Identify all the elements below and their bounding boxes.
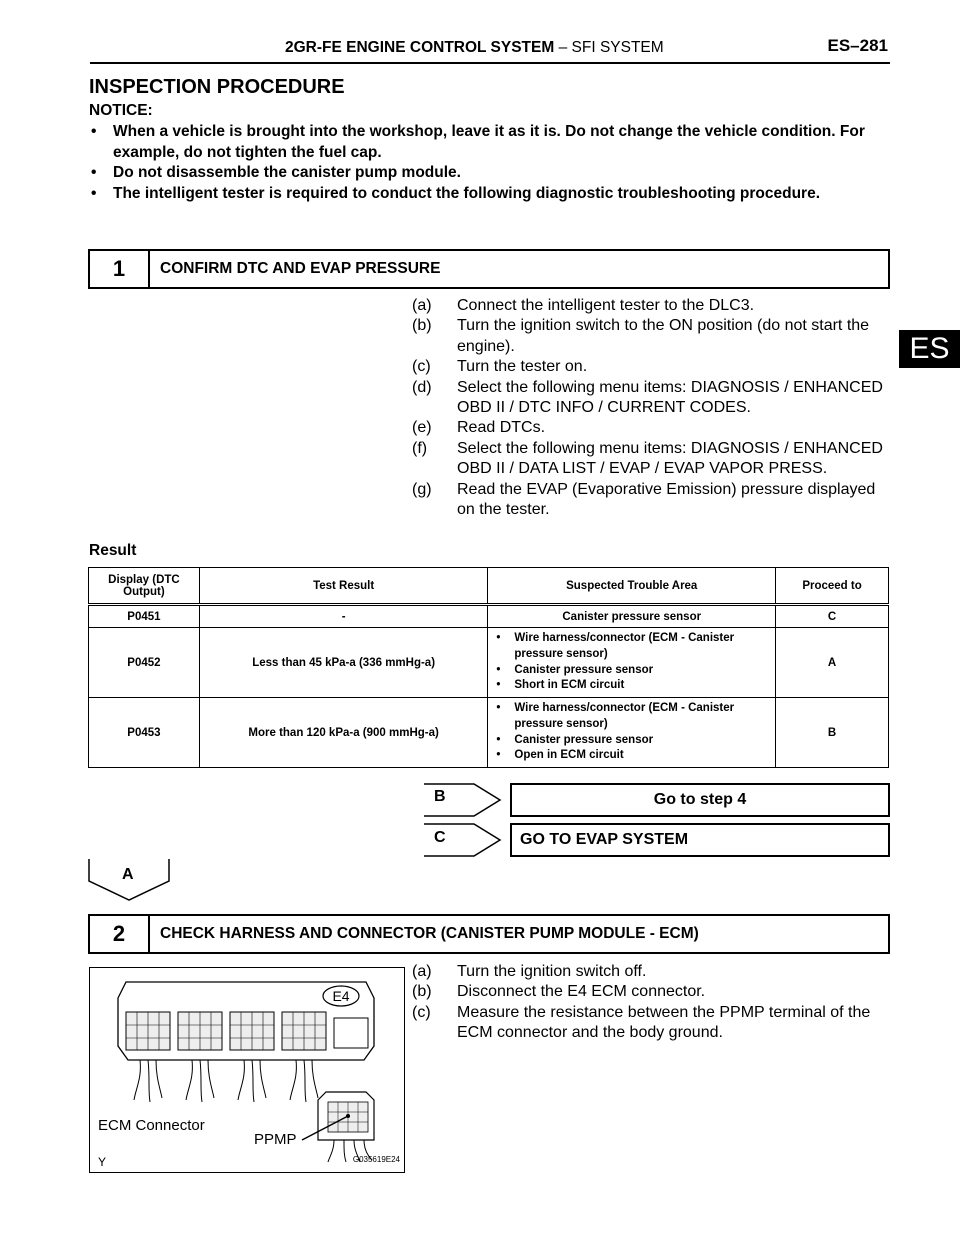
instruction-item: (d) Select the following menu items: DIAGNOSIS / ENHANCED OBD II / DTC INFO / CURRENT CODES. <box>412 378 883 417</box>
notice-item: • The intelligent tester is required to conduct the following diagnostic troubleshooting procedure. <box>89 184 879 205</box>
test-result-cell: Less than 45 kPa-a (336 mmHg-a) <box>199 628 488 698</box>
step-2-header <box>88 914 890 954</box>
proceed-cell: A <box>776 628 889 698</box>
instruction-item: (b) Turn the ignition switch to the ON position (do not start the engine). <box>412 317 870 355</box>
branch-b-code: B <box>434 788 446 805</box>
figure-code: G035619E24 <box>352 1155 400 1164</box>
notice-item: • Do not disassemble the canister pump module. <box>89 163 879 184</box>
column-header: Suspected Trouble Area <box>488 568 776 605</box>
connector-id-label: E4 <box>332 988 350 1004</box>
trouble-area-item: • Canister pressure sensor <box>494 663 769 679</box>
step-2-title: CHECK HARNESS AND CONNECTOR (CANISTER PUMP MODULE - ECM) <box>160 925 699 942</box>
branch-a-code: A <box>122 866 134 883</box>
branch-c-action: GO TO EVAP SYSTEM <box>510 823 890 857</box>
branch-b-action: Go to step 4 <box>510 783 890 817</box>
step-1-number: 1 <box>90 251 150 287</box>
step-2-instructions <box>412 962 892 1044</box>
trouble-area-item: • Wire harness/connector (ECM - Canister pressure sensor) <box>494 701 769 732</box>
table-row <box>89 698 889 768</box>
trouble-area-item: • Wire harness/connector (ECM - Canister pressure sensor) <box>494 631 769 662</box>
section-title: INSPECTION PROCEDURE <box>89 76 345 98</box>
ppmp-terminal-label: PPMP <box>254 1131 297 1148</box>
result-table <box>88 567 889 768</box>
instruction-item: (c) Turn the tester on. <box>412 358 588 376</box>
branch-c-code: C <box>434 829 446 846</box>
instruction-item: (c) Measure the resistance between the PPMP terminal of the ECM connector and the body ground. <box>412 1003 871 1042</box>
section-tab: ES <box>899 330 960 368</box>
table-header-row <box>89 568 889 605</box>
notice-item: • When a vehicle is brought into the workshop, leave it as it is. Do not change the vehicle condition. For example, do not tighten the fuel cap. <box>89 122 879 163</box>
step-2-number: 2 <box>90 916 150 952</box>
instruction-item: (a) Connect the intelligent tester to the DLC3. <box>412 297 755 314</box>
result-label: Result <box>89 542 137 559</box>
column-header: Test Result <box>199 568 488 605</box>
instruction-item: (g) Read the EVAP (Evaporative Emission) pressure displayed on the tester. <box>412 480 876 519</box>
instruction-item: (b) Disconnect the E4 ECM connector. <box>412 983 706 1001</box>
test-result-cell: - <box>199 605 488 628</box>
page-header <box>90 34 890 64</box>
trouble-area-cell <box>488 628 776 698</box>
instruction-item: (a) Turn the ignition switch off. <box>412 963 647 980</box>
step-1-instructions <box>412 296 892 520</box>
ecm-connector-illustration <box>90 968 404 1172</box>
column-header: Display (DTC Output) <box>89 568 200 605</box>
notice-label: NOTICE: <box>89 102 153 119</box>
step-1-header <box>88 249 890 289</box>
ecm-connector-label: ECM Connector <box>98 1117 205 1134</box>
ecm-connector-figure <box>89 967 405 1173</box>
header-title <box>285 39 664 57</box>
dtc-cell: P0451 <box>89 605 200 628</box>
table-row <box>89 605 889 628</box>
instruction-item: (f) Select the following menu items: DIAGNOSIS / ENHANCED OBD II / DATA LIST / EVAP / EVAP VAPOR PRESS. <box>412 439 883 478</box>
trouble-area-cell: Canister pressure sensor <box>488 605 776 628</box>
page-number: ES–281 <box>827 36 888 55</box>
figure-corner-mark: Y <box>98 1155 107 1169</box>
trouble-area-cell <box>488 698 776 768</box>
proceed-cell: C <box>776 605 889 628</box>
trouble-area-item: • Short in ECM circuit <box>494 678 769 694</box>
dtc-cell: P0452 <box>89 628 200 698</box>
dtc-cell: P0453 <box>89 698 200 768</box>
notice-list <box>89 122 879 204</box>
test-result-cell: More than 120 kPa-a (900 mmHg-a) <box>199 698 488 768</box>
header-separator: – <box>558 39 568 56</box>
proceed-cell: B <box>776 698 889 768</box>
column-header: Proceed to <box>776 568 889 605</box>
table-row <box>89 628 889 698</box>
header-subtitle: SFI SYSTEM <box>571 39 664 56</box>
trouble-area-item: • Open in ECM circuit <box>494 748 769 764</box>
instruction-item: (e) Read DTCs. <box>412 419 546 437</box>
header-title-main: 2GR-FE ENGINE CONTROL SYSTEM <box>285 39 555 56</box>
trouble-area-item: • Canister pressure sensor <box>494 733 769 749</box>
step-1-title: CONFIRM DTC AND EVAP PRESSURE <box>160 260 441 277</box>
